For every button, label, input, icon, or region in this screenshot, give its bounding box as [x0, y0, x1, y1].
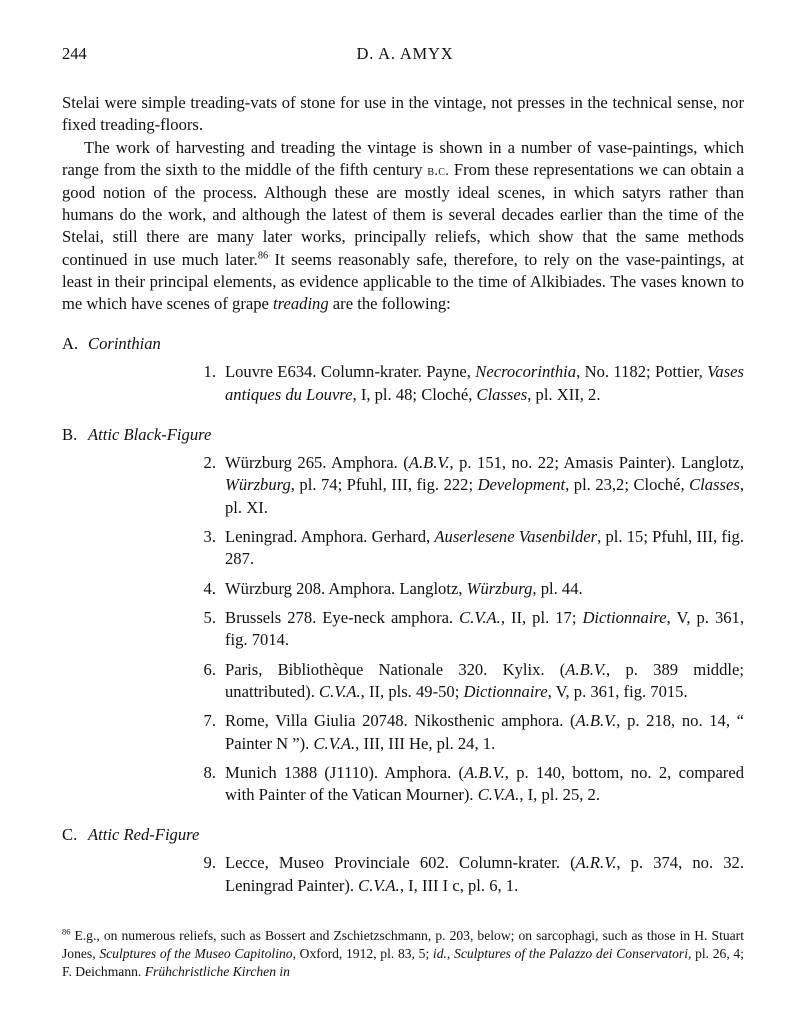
list-item	[62, 452, 744, 519]
list-item-number: 4.	[203, 578, 216, 598]
list-item-text	[225, 452, 744, 519]
citation-text: , II, pl. 17;	[500, 607, 583, 627]
citation-text: , III, III He, pl. 24, 1.	[355, 733, 496, 753]
section-title: Attic Red-Figure	[88, 825, 200, 845]
section-letter: A.	[62, 334, 79, 354]
list-item-number: 2.	[203, 453, 216, 473]
vase-list	[62, 334, 744, 897]
citation-title: C.V.A.	[358, 875, 400, 895]
list-item-number: 8.	[203, 762, 216, 782]
citation-text: , V, p. 361, fig. 7014.	[225, 607, 744, 650]
footnote-segment: , pl. 26, 4; F. Deichmann.	[62, 946, 744, 979]
footnote-segment: , Oxford, 1912, pl. 83, 5;	[292, 946, 433, 962]
footnote	[62, 927, 744, 981]
list-item	[62, 710, 744, 755]
citation-text: , pl. 15; Pfuhl, III, fig. 287.	[225, 527, 744, 569]
list-item-number: 5.	[203, 607, 216, 627]
section-heading	[62, 825, 744, 845]
paragraph-2	[62, 137, 744, 316]
citation-text: Rome, Villa Giulia 20748. Nikosthenic amphora. (	[225, 711, 576, 731]
paragraph-2-bc: b.c.	[427, 162, 450, 179]
citation-text: Lecce, Museo Provinciale 602. Column-krater. (	[225, 853, 576, 873]
footnote-title: Sculptures of the Palazzo dei Conservatori	[454, 946, 688, 962]
citation-text: Würzburg 265. Amphora. (	[225, 453, 409, 473]
citation-text: , I, III I c, pl. 6, 1.	[399, 875, 519, 895]
list-item-number: 6.	[203, 659, 216, 679]
citation-title: C.V.A.	[477, 785, 520, 805]
footnote-title: Sculptures of the Museo Capitolino	[99, 946, 293, 962]
list-item-text	[225, 607, 744, 652]
list-item	[62, 607, 744, 652]
citation-title: A.R.V.	[575, 853, 617, 873]
citation-text: , pl. 74; Pfuhl, III, fig. 222;	[290, 475, 478, 495]
section-heading	[62, 425, 744, 445]
section-heading	[62, 334, 744, 354]
list-item-text	[225, 526, 744, 571]
citation-text: , p. 389 middle; unattributed).	[225, 659, 744, 701]
citation-text: , p. 374, no. 32. Leningrad Painter).	[225, 853, 745, 895]
list-item	[62, 852, 744, 897]
paragraph-2-part1: The work of harvesting and treading the vintage is shown in a number of vase-paintings, which range from the sixth to the middle of the fifth century	[62, 137, 744, 179]
citation-text: , pl. 23,2; Cloché,	[565, 475, 690, 495]
citation-text: , pl. XI.	[225, 475, 744, 517]
section-letter: C.	[62, 825, 78, 845]
citation-text: Brussels 278. Eye-neck amphora.	[225, 607, 460, 627]
citation-title: Classes	[689, 475, 740, 495]
list-item	[62, 659, 744, 704]
citation-title: Würzburg	[225, 475, 291, 495]
list-item-text	[225, 659, 744, 704]
list-item-text	[225, 578, 744, 600]
citation-text: , I, pl. 25, 2.	[519, 785, 601, 805]
list-item	[62, 526, 744, 571]
section-title: Corinthian	[88, 334, 161, 354]
citation-text: , p. 151, no. 22; Amasis Painter). Langlotz,	[449, 453, 744, 473]
list-item-number: 9.	[203, 853, 216, 873]
citation-text: Leningrad. Amphora. Gerhard,	[225, 527, 435, 547]
citation-title: Dictionnaire	[582, 607, 667, 627]
footnote-text	[62, 928, 744, 979]
paragraph-2-part3: It seems reasonably safe, therefore, to rely on the vase-paintings, at least in their principal elements, as evidence applicable to the time of Alkibiades. The vases known to me which have scenes of grape	[62, 249, 744, 314]
list-item-number: 1.	[203, 362, 216, 382]
citation-text: Paris, Bibliothèque Nationale 320. Kylix. (	[225, 659, 566, 679]
footnote-reference[interactable]: 86	[257, 249, 269, 261]
footnote-segment: ,	[446, 946, 455, 962]
citation-title: A.B.V.	[565, 659, 607, 679]
list-item-text	[225, 852, 744, 897]
citation-text: , p. 140, bottom, no. 2, compared with Painter of the Vatican Mourner).	[225, 762, 744, 805]
citation-title: Classes	[476, 384, 528, 404]
list-item	[62, 361, 744, 406]
citation-text: , pl. XII, 2.	[527, 384, 601, 404]
page-number: 244	[62, 44, 87, 63]
citation-text: , V, p. 361, fig. 7015.	[547, 681, 688, 701]
list-item-number: 3.	[203, 527, 216, 547]
citation-text: Würzburg 208. Amphora. Langlotz,	[225, 578, 467, 598]
list-item	[62, 578, 744, 600]
citation-title: Vases antiques du Louvre	[225, 362, 744, 404]
citation-text: , No. 1182; Pottier,	[576, 362, 708, 382]
citation-text: , pl. 44.	[532, 578, 583, 598]
running-head	[62, 44, 744, 66]
citation-text: , p. 218, no. 14, “ Painter N ”).	[225, 711, 744, 753]
citation-text: , II, pls. 49-50;	[360, 681, 464, 701]
citation-title: Dictionnaire	[463, 681, 548, 701]
page-content	[62, 44, 744, 981]
citation-title: A.B.V.	[575, 711, 617, 731]
footnote-marker: 86	[62, 926, 71, 937]
citation-text: Munich 1388 (J1110). Amphora. (	[225, 762, 465, 782]
paragraph-2-part4: are the following:	[328, 294, 451, 314]
citation-title: C.V.A.	[319, 681, 361, 701]
list-item-number: 7.	[203, 711, 216, 731]
section-letter: B.	[62, 425, 78, 445]
citation-text: Louvre E634. Column-krater. Payne,	[225, 362, 476, 382]
citation-text: , I, pl. 48; Cloché,	[352, 384, 477, 404]
citation-title: Necrocorinthia	[475, 362, 577, 382]
paragraph-2-italic: treading	[273, 294, 329, 314]
running-title: D. A. AMYX	[356, 44, 454, 63]
citation-title: C.V.A.	[459, 607, 501, 627]
footnote-title: id.	[432, 946, 447, 962]
list-item-text	[225, 361, 744, 406]
footnote-title: Frühchristliche Kirchen in	[144, 963, 290, 979]
citation-title: A.B.V.	[464, 762, 505, 782]
footnote-segment: E.g., on numerous reliefs, such as Bossert and Zschietzschmann, p. 203, below; on sarcophagi, such as those in H. Stuart Jones,	[62, 928, 744, 962]
list-item-text	[225, 710, 744, 755]
citation-title: Development	[477, 475, 566, 495]
paragraph-2-part2: From these representations we can obtain a good notion of the process. Although these are mostly ideal scenes, in which satyrs rather than humans do the work, and although the latest of them is several decades earlier than the time of the Stelai, still there are many later works, principally reliefs, which show that the same methods continued in use much later.	[62, 159, 744, 269]
paragraph-1: Stelai were simple treading-vats of stone for use in the vintage, not presses in the technical sense, nor fixed treading-floors.	[62, 93, 744, 135]
citation-title: Würzburg	[466, 578, 533, 598]
citation-title: A.B.V.	[408, 453, 450, 473]
section-title: Attic Black-Figure	[88, 425, 212, 445]
list-item	[62, 762, 744, 807]
citation-title: C.V.A.	[313, 733, 356, 753]
citation-title: Auserlesene Vasenbilder	[434, 527, 598, 547]
list-item-text	[225, 762, 744, 807]
